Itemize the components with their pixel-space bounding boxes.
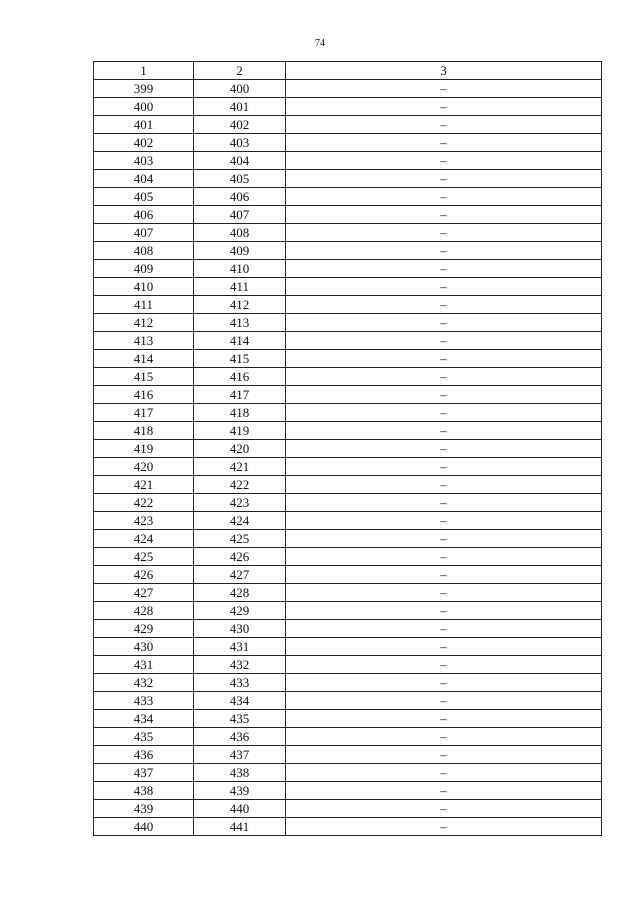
table-cell-col-1: 411 [94, 296, 194, 314]
table-cell-col-2: 436 [194, 728, 286, 746]
table-cell-col-2: 400 [194, 80, 286, 98]
table-cell-col-2: 405 [194, 170, 286, 188]
table-cell-col-1: 408 [94, 242, 194, 260]
table-header [94, 62, 602, 80]
table-cell-col-2: 411 [194, 278, 286, 296]
table-cell-col-3: – [286, 782, 602, 800]
table-row [94, 188, 602, 206]
table-cell-col-1: 400 [94, 98, 194, 116]
table-cell-col-1: 426 [94, 566, 194, 584]
column-header-2: 2 [194, 62, 286, 80]
table-cell-col-3: – [286, 170, 602, 188]
table-cell-col-3: – [286, 152, 602, 170]
column-header-3: 3 [286, 62, 602, 80]
table-cell-col-2: 403 [194, 134, 286, 152]
table-cell-col-3: – [286, 692, 602, 710]
table-row [94, 404, 602, 422]
table-cell-col-1: 439 [94, 800, 194, 818]
table-cell-col-3: – [286, 332, 602, 350]
table-row [94, 278, 602, 296]
table-row [94, 674, 602, 692]
table-cell-col-1: 409 [94, 260, 194, 278]
table-cell-col-2: 430 [194, 620, 286, 638]
table-row [94, 314, 602, 332]
table-cell-col-2: 431 [194, 638, 286, 656]
table-cell-col-2: 426 [194, 548, 286, 566]
table-row [94, 494, 602, 512]
table-row [94, 764, 602, 782]
table-row [94, 296, 602, 314]
table-cell-col-3: – [286, 134, 602, 152]
table-cell-col-2: 435 [194, 710, 286, 728]
table-row [94, 566, 602, 584]
table-cell-col-2: 407 [194, 206, 286, 224]
table-cell-col-2: 408 [194, 224, 286, 242]
table-row [94, 170, 602, 188]
table-cell-col-1: 424 [94, 530, 194, 548]
table-cell-col-3: – [286, 584, 602, 602]
table-row [94, 530, 602, 548]
table-cell-col-3: – [286, 476, 602, 494]
table-cell-col-1: 437 [94, 764, 194, 782]
table-cell-col-3: – [286, 206, 602, 224]
header-row [94, 62, 602, 80]
table-cell-col-2: 425 [194, 530, 286, 548]
table-cell-col-3: – [286, 566, 602, 584]
table-cell-col-3: – [286, 494, 602, 512]
table-cell-col-1: 429 [94, 620, 194, 638]
table-cell-col-1: 406 [94, 206, 194, 224]
table-row [94, 692, 602, 710]
table-cell-col-2: 404 [194, 152, 286, 170]
table-cell-col-3: – [286, 620, 602, 638]
table-row [94, 584, 602, 602]
table-cell-col-1: 410 [94, 278, 194, 296]
table-cell-col-3: – [286, 242, 602, 260]
column-header-1: 1 [94, 62, 194, 80]
table-row [94, 728, 602, 746]
table-cell-col-1: 438 [94, 782, 194, 800]
table-cell-col-3: – [286, 818, 602, 836]
table-cell-col-1: 416 [94, 386, 194, 404]
table-cell-col-3: – [286, 188, 602, 206]
table-cell-col-1: 417 [94, 404, 194, 422]
table-row [94, 620, 602, 638]
table-cell-col-2: 423 [194, 494, 286, 512]
table-cell-col-2: 402 [194, 116, 286, 134]
table-cell-col-2: 410 [194, 260, 286, 278]
table-cell-col-2: 432 [194, 656, 286, 674]
table-cell-col-1: 421 [94, 476, 194, 494]
table-row [94, 98, 602, 116]
table-cell-col-3: – [286, 116, 602, 134]
table-cell-col-2: 417 [194, 386, 286, 404]
table-row [94, 242, 602, 260]
table-cell-col-3: – [286, 674, 602, 692]
table-row [94, 800, 602, 818]
table-cell-col-2: 416 [194, 368, 286, 386]
table-row [94, 224, 602, 242]
table-cell-col-3: – [286, 656, 602, 674]
table-cell-col-2: 440 [194, 800, 286, 818]
table-cell-col-2: 401 [194, 98, 286, 116]
table-row [94, 422, 602, 440]
table-cell-col-3: – [286, 98, 602, 116]
table-row [94, 368, 602, 386]
data-table [93, 61, 602, 836]
table-cell-col-3: – [286, 458, 602, 476]
table-row [94, 152, 602, 170]
table-row [94, 332, 602, 350]
table-cell-col-3: – [286, 548, 602, 566]
table-row [94, 602, 602, 620]
table-cell-col-3: – [286, 368, 602, 386]
table-row [94, 386, 602, 404]
table-cell-col-3: – [286, 710, 602, 728]
table-row [94, 746, 602, 764]
table-cell-col-3: – [286, 602, 602, 620]
table-cell-col-3: – [286, 350, 602, 368]
table-cell-col-2: 428 [194, 584, 286, 602]
table-cell-col-1: 434 [94, 710, 194, 728]
table-cell-col-2: 433 [194, 674, 286, 692]
table-cell-col-1: 401 [94, 116, 194, 134]
table-row [94, 440, 602, 458]
table-cell-col-3: – [286, 422, 602, 440]
table-cell-col-1: 404 [94, 170, 194, 188]
table-cell-col-1: 413 [94, 332, 194, 350]
table-cell-col-1: 419 [94, 440, 194, 458]
table-cell-col-3: – [286, 512, 602, 530]
table-row [94, 656, 602, 674]
table-cell-col-1: 412 [94, 314, 194, 332]
table-cell-col-1: 435 [94, 728, 194, 746]
table-cell-col-1: 428 [94, 602, 194, 620]
table-cell-col-1: 407 [94, 224, 194, 242]
table-cell-col-1: 422 [94, 494, 194, 512]
table-cell-col-3: – [286, 314, 602, 332]
table-cell-col-3: – [286, 296, 602, 314]
table-cell-col-3: – [286, 638, 602, 656]
table-cell-col-3: – [286, 278, 602, 296]
table-cell-col-1: 433 [94, 692, 194, 710]
table-cell-col-3: – [286, 260, 602, 278]
table-row [94, 134, 602, 152]
table-cell-col-1: 436 [94, 746, 194, 764]
table-body [94, 80, 602, 836]
table-cell-col-2: 409 [194, 242, 286, 260]
table-cell-col-3: – [286, 800, 602, 818]
table-cell-col-1: 432 [94, 674, 194, 692]
table-cell-col-1: 420 [94, 458, 194, 476]
table-row [94, 638, 602, 656]
table-cell-col-2: 418 [194, 404, 286, 422]
table-row [94, 710, 602, 728]
table-cell-col-3: – [286, 728, 602, 746]
table-cell-col-2: 406 [194, 188, 286, 206]
table-cell-col-2: 439 [194, 782, 286, 800]
table-cell-col-1: 402 [94, 134, 194, 152]
table-cell-col-3: – [286, 224, 602, 242]
table-row [94, 782, 602, 800]
table-cell-col-1: 403 [94, 152, 194, 170]
table-cell-col-1: 427 [94, 584, 194, 602]
page-number: 74 [315, 38, 325, 49]
table-cell-col-2: 419 [194, 422, 286, 440]
table-cell-col-3: – [286, 386, 602, 404]
table-cell-col-3: – [286, 746, 602, 764]
table-cell-col-2: 420 [194, 440, 286, 458]
table-cell-col-1: 418 [94, 422, 194, 440]
table-cell-col-2: 413 [194, 314, 286, 332]
table-cell-col-1: 440 [94, 818, 194, 836]
table-row [94, 260, 602, 278]
table-row [94, 350, 602, 368]
table-row [94, 548, 602, 566]
table-cell-col-3: – [286, 764, 602, 782]
table-row [94, 80, 602, 98]
table-row [94, 512, 602, 530]
table-row [94, 116, 602, 134]
table-cell-col-2: 434 [194, 692, 286, 710]
table-cell-col-2: 415 [194, 350, 286, 368]
table-cell-col-2: 424 [194, 512, 286, 530]
table-cell-col-1: 399 [94, 80, 194, 98]
table-cell-col-2: 429 [194, 602, 286, 620]
table-cell-col-1: 415 [94, 368, 194, 386]
table-cell-col-1: 431 [94, 656, 194, 674]
table-cell-col-2: 422 [194, 476, 286, 494]
table-cell-col-1: 414 [94, 350, 194, 368]
table-cell-col-2: 437 [194, 746, 286, 764]
table-cell-col-3: – [286, 404, 602, 422]
table-cell-col-2: 441 [194, 818, 286, 836]
table-cell-col-3: – [286, 530, 602, 548]
table-row [94, 818, 602, 836]
table-cell-col-1: 423 [94, 512, 194, 530]
table-cell-col-3: – [286, 440, 602, 458]
table-row [94, 476, 602, 494]
table-cell-col-2: 438 [194, 764, 286, 782]
table-cell-col-2: 421 [194, 458, 286, 476]
table-cell-col-3: – [286, 80, 602, 98]
table-row [94, 458, 602, 476]
table-row [94, 206, 602, 224]
table-cell-col-1: 425 [94, 548, 194, 566]
table-cell-col-1: 430 [94, 638, 194, 656]
table-cell-col-1: 405 [94, 188, 194, 206]
table-cell-col-2: 414 [194, 332, 286, 350]
table-cell-col-2: 412 [194, 296, 286, 314]
table-cell-col-2: 427 [194, 566, 286, 584]
